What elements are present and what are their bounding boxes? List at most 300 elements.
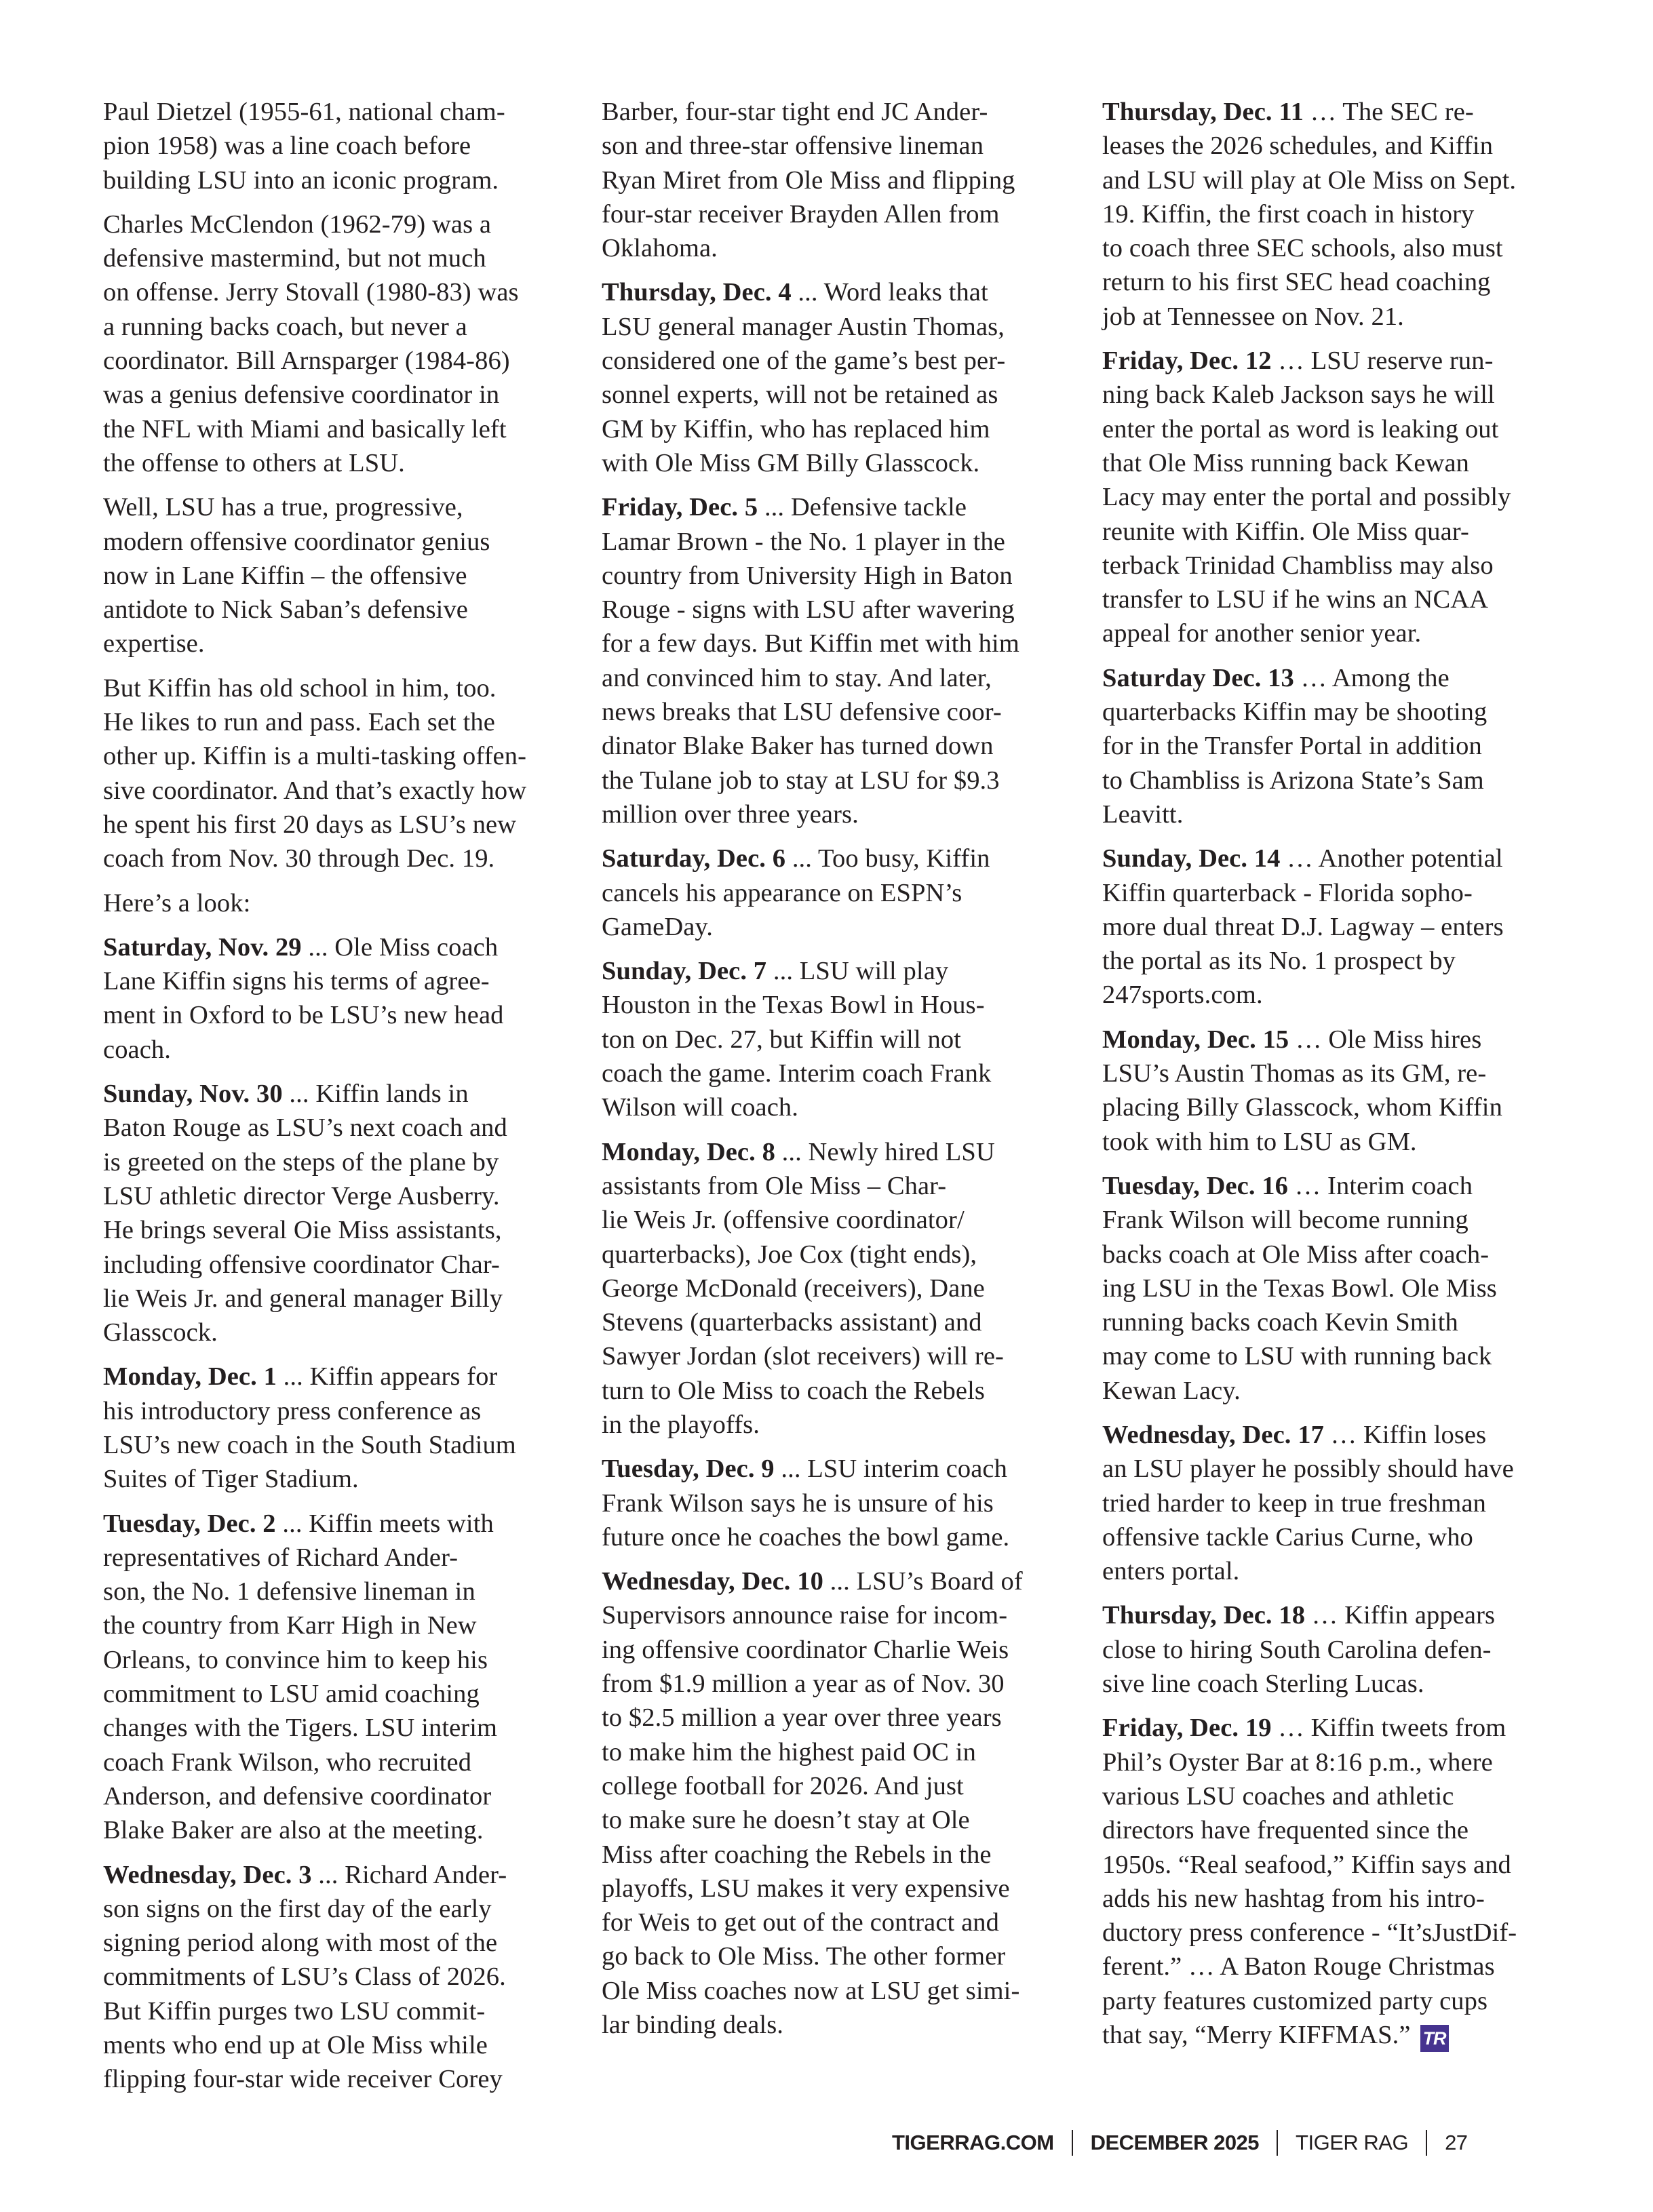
text-line xyxy=(1102,1711,1563,1745)
page-footer xyxy=(892,2128,1468,2158)
line-text: Wilson will coach. xyxy=(602,1093,799,1122)
line-text: GM by Kiffin, who has replaced him xyxy=(602,414,990,443)
line-text: for a few days. But Kiffin met with him xyxy=(602,629,1019,658)
line-text: commitments of LSU’s Class of 2026. xyxy=(103,1962,506,1992)
text-line xyxy=(103,998,564,1032)
line-text: now in Lane Kiffin – the offensive xyxy=(103,561,467,590)
text-line xyxy=(602,490,1063,524)
article-column-1 xyxy=(103,95,564,2107)
line-text: in the playoffs. xyxy=(602,1410,760,1439)
text-line xyxy=(602,593,1063,627)
text-line xyxy=(602,1939,1063,1973)
text-line xyxy=(602,1339,1063,1373)
line-text: Paul Dietzel (1955-61, national cham- xyxy=(103,98,505,126)
entry-date: Wednesday, Dec. 17 xyxy=(1102,1420,1324,1449)
line-text: But Kiffin has old school in him, too. xyxy=(103,673,497,703)
entry-date: Monday, Dec. 8 xyxy=(602,1137,775,1166)
line-text: ... Too busy, Kiffin xyxy=(785,844,990,873)
line-text: an LSU player he possibly should have xyxy=(1102,1455,1514,1484)
line-text: Anderson, and defensive coordinator xyxy=(103,1781,492,1811)
line-text: coordinator. Bill Arnsparger (1984-86) xyxy=(103,347,510,376)
text-line xyxy=(1102,1023,1563,1056)
text-line xyxy=(602,988,1063,1022)
text-line xyxy=(103,1033,564,1067)
text-line xyxy=(103,1428,564,1462)
text-line xyxy=(1102,1667,1563,1701)
line-text: including offensive coordinator Char- xyxy=(103,1250,500,1279)
line-text: offensive tackle Carius Curne, who xyxy=(1102,1522,1473,1552)
text-line xyxy=(103,1507,564,1541)
text-line xyxy=(1102,616,1563,650)
line-text: ning back Kaleb Jackson says he will xyxy=(1102,380,1495,410)
text-line xyxy=(602,1408,1063,1442)
line-text: to coach three SEC schools, also must xyxy=(1102,234,1503,263)
text-line xyxy=(103,163,564,197)
text-line xyxy=(602,695,1063,729)
line-text: that Ole Miss running back Kewan xyxy=(1102,448,1470,477)
line-text: … Among the xyxy=(1294,663,1450,692)
line-text: Sawyer Jordan (slot receivers) will re- xyxy=(602,1342,1004,1371)
line-text: took with him to LSU as GM. xyxy=(1102,1127,1417,1156)
entry-date: Thursday, Dec. 18 xyxy=(1102,1601,1306,1630)
line-text: 19. Kiffin, the first coach in history xyxy=(1102,199,1475,229)
line-text: ... LSU’s Board of xyxy=(823,1567,1023,1596)
line-text: terback Trinidad Chambliss may also xyxy=(1102,551,1494,580)
article-column-2 xyxy=(602,95,1063,2052)
text-line xyxy=(602,197,1063,231)
line-text: turn to Ole Miss to coach the Rebels xyxy=(602,1376,985,1405)
line-text: running backs coach Kevin Smith xyxy=(1102,1308,1458,1337)
text-line xyxy=(103,1813,564,1847)
text-line xyxy=(103,1077,564,1111)
entry-date: Sunday, Nov. 30 xyxy=(103,1080,283,1109)
line-text: ... Word leaks that xyxy=(791,278,988,307)
text-line xyxy=(1102,231,1563,265)
text-line xyxy=(103,1608,564,1642)
timeline-entry xyxy=(602,275,1063,480)
text-line xyxy=(1102,129,1563,163)
line-text: country from University High in Baton xyxy=(602,561,1013,590)
line-text: coach the game. Interim coach Frank xyxy=(602,1059,992,1088)
line-text: that say, “Merry KIFFMAS.” xyxy=(1102,2021,1411,2050)
line-text: he spent his first 20 days as LSU’s new xyxy=(103,810,517,839)
article-column-3 xyxy=(1102,95,1563,2062)
line-text: … Kiffin loses xyxy=(1323,1420,1487,1449)
text-line xyxy=(602,1238,1063,1271)
text-line xyxy=(1102,1339,1563,1373)
timeline-entry xyxy=(1102,1169,1563,1408)
timeline-entry xyxy=(1102,344,1563,651)
line-text: lie Weis Jr. (offensive coordinator/ xyxy=(602,1206,965,1235)
text-line xyxy=(602,2008,1063,2042)
line-text: son and three-star offensive lineman xyxy=(602,132,984,161)
line-text: GameDay. xyxy=(602,912,713,941)
text-line xyxy=(602,627,1063,660)
text-line xyxy=(103,1960,564,1994)
text-line xyxy=(103,627,564,660)
entry-date: Friday, Dec. 19 xyxy=(1102,1714,1272,1743)
line-text: ing offensive coordinator Charlie Weis xyxy=(602,1635,1009,1664)
text-line xyxy=(602,1803,1063,1837)
line-text: LSU athletic director Verge Ausberry. xyxy=(103,1181,500,1210)
footer-publication-name: TIGER RAG xyxy=(1296,2131,1409,2154)
text-line xyxy=(602,1023,1063,1056)
text-line xyxy=(1102,2018,1563,2052)
line-text: … LSU reserve run- xyxy=(1271,347,1494,376)
text-line xyxy=(1102,1056,1563,1090)
text-line xyxy=(602,129,1063,163)
line-text: quarterbacks), Joe Cox (tight ends), xyxy=(602,1240,977,1269)
text-line xyxy=(602,1271,1063,1305)
line-text: ... Defensive tackle xyxy=(758,493,967,522)
line-text: 247sports.com. xyxy=(1102,981,1263,1010)
text-line xyxy=(602,797,1063,831)
line-text: representatives of Richard Ander- xyxy=(103,1543,459,1572)
entry-date: Tuesday, Dec. 16 xyxy=(1102,1171,1288,1200)
line-text: coach Frank Wilson, who recruited xyxy=(103,1747,472,1777)
text-line xyxy=(103,241,564,275)
line-text: and convinced him to stay. And later, xyxy=(602,663,992,692)
line-text: million over three years. xyxy=(602,799,859,829)
text-line xyxy=(602,1564,1063,1598)
text-line xyxy=(602,1598,1063,1632)
line-text: Miss after coaching the Rebels in the xyxy=(602,1840,992,1869)
line-text: future once he coaches the bowl game. xyxy=(602,1522,1010,1552)
text-line xyxy=(1102,695,1563,729)
article-paragraph xyxy=(103,208,564,480)
timeline-entry xyxy=(1102,842,1563,1012)
text-line xyxy=(103,525,564,559)
text-line xyxy=(103,2062,564,2096)
line-text: to Chambliss is Arizona State’s Sam xyxy=(1102,766,1484,795)
text-line xyxy=(1102,95,1563,129)
text-line xyxy=(103,446,564,480)
line-text: Glasscock. xyxy=(103,1318,218,1347)
line-text: Supervisors announce raise for incom- xyxy=(602,1601,1008,1630)
timeline-entry xyxy=(602,490,1063,831)
text-line xyxy=(103,559,564,593)
line-text: job at Tennessee on Nov. 21. xyxy=(1102,302,1404,331)
line-text: defensive mastermind, but not much xyxy=(103,244,486,273)
article-paragraph xyxy=(103,95,564,197)
text-line xyxy=(103,1745,564,1779)
text-line xyxy=(103,593,564,627)
line-text: go back to Ole Miss. The other former xyxy=(602,1942,1006,1971)
text-line xyxy=(103,1541,564,1575)
text-line xyxy=(602,1769,1063,1803)
text-line xyxy=(103,1892,564,1926)
text-line xyxy=(602,842,1063,875)
text-line xyxy=(103,1462,564,1496)
text-line xyxy=(103,739,564,773)
footer-issue-date: DECEMBER 2025 xyxy=(1090,2131,1260,2154)
line-text: Frank Wilson says he is unsure of his xyxy=(602,1488,994,1518)
line-text: Ole Miss coaches now at LSU get simi- xyxy=(602,1976,1020,2005)
line-text: four-star receiver Brayden Allen from xyxy=(602,199,1000,229)
line-text: changes with the Tigers. LSU interim xyxy=(103,1714,498,1743)
text-line xyxy=(602,344,1063,378)
line-text: … Kiffin tweets from xyxy=(1271,1714,1506,1743)
text-line xyxy=(1102,797,1563,831)
line-text: Lane Kiffin signs his terms of agree- xyxy=(103,967,490,996)
line-text: placing Billy Glasscock, whom Kiffin xyxy=(1102,1093,1502,1122)
line-text: playoffs, LSU makes it very expensive xyxy=(602,1874,1010,1903)
line-text: … Interim coach xyxy=(1288,1171,1473,1200)
text-line xyxy=(103,1677,564,1711)
line-text: other up. Kiffin is a multi-tasking offen- xyxy=(103,742,527,771)
text-line xyxy=(103,310,564,344)
line-text: ing LSU in the Texas Bowl. Ole Miss xyxy=(1102,1273,1497,1303)
line-text: sive coordinator. And that’s exactly how xyxy=(103,776,527,805)
text-line xyxy=(1102,1203,1563,1237)
timeline-entry xyxy=(1102,1711,1563,2052)
line-text: the portal as its No. 1 prospect by xyxy=(1102,947,1456,976)
line-text: ment in Oxford to be LSU’s new head xyxy=(103,1001,504,1030)
text-line xyxy=(602,1735,1063,1769)
line-text: son, the No. 1 defensive lineman in xyxy=(103,1577,475,1606)
entry-date: Sunday, Dec. 14 xyxy=(1102,844,1281,873)
line-text: to make sure he doesn’t stay at Ole xyxy=(602,1806,970,1835)
text-line xyxy=(1102,1598,1563,1632)
line-text: LSU’s Austin Thomas as its GM, re- xyxy=(1102,1059,1487,1088)
line-text: LSU’s new coach in the South Stadium xyxy=(103,1430,516,1459)
text-line xyxy=(1102,480,1563,514)
text-line xyxy=(1102,729,1563,763)
line-text: the NFL with Miami and basically left xyxy=(103,414,507,443)
line-text: for Weis to get out of the contract and xyxy=(602,1908,999,1937)
text-line xyxy=(602,1520,1063,1554)
text-line xyxy=(1102,582,1563,616)
timeline-entry xyxy=(1102,1598,1563,1701)
text-line xyxy=(602,1974,1063,2008)
line-text: the offense to others at LSU. xyxy=(103,448,405,477)
line-text: pion 1958) was a line coach before xyxy=(103,132,471,161)
timeline-entry xyxy=(103,1507,564,1848)
text-line xyxy=(103,930,564,964)
timeline-entry xyxy=(602,842,1063,944)
line-text: Stevens (quarterbacks assistant) and xyxy=(602,1308,982,1337)
line-text: sonnel experts, will not be retained as xyxy=(602,380,998,410)
text-line xyxy=(1102,842,1563,875)
text-line xyxy=(103,412,564,446)
line-text: is greeted on the steps of the plane by xyxy=(103,1147,499,1177)
line-text: lar binding deals. xyxy=(602,2011,784,2040)
line-text: Kewan Lacy. xyxy=(1102,1376,1241,1405)
line-text: Frank Wilson will become running xyxy=(1102,1206,1469,1235)
line-text: directors have frequented since the xyxy=(1102,1816,1469,1845)
text-line xyxy=(1102,1486,1563,1520)
text-line xyxy=(103,378,564,412)
line-text: close to hiring South Carolina defen- xyxy=(1102,1635,1492,1664)
line-text: Barber, four-star tight end JC Ander- xyxy=(602,98,988,126)
text-line xyxy=(103,671,564,705)
text-line xyxy=(602,1633,1063,1667)
entry-date: Saturday Dec. 13 xyxy=(1102,663,1294,692)
text-line xyxy=(1102,1271,1563,1305)
text-line xyxy=(103,490,564,524)
text-line xyxy=(103,1111,564,1145)
line-text: and LSU will play at Ole Miss on Sept. xyxy=(1102,165,1517,195)
text-line xyxy=(1102,1848,1563,1882)
entry-date: Wednesday, Dec. 10 xyxy=(602,1567,823,1596)
text-line xyxy=(1102,661,1563,695)
text-line xyxy=(1102,412,1563,446)
text-line xyxy=(103,1248,564,1282)
line-text: dinator Blake Baker has turned down xyxy=(602,732,994,761)
line-text: adds his new hashtag from his intro- xyxy=(1102,1884,1485,1913)
text-line xyxy=(1102,978,1563,1012)
text-line xyxy=(602,378,1063,412)
text-line xyxy=(602,1872,1063,1905)
text-line xyxy=(103,1179,564,1213)
line-text: ton on Dec. 27, but Kiffin will not xyxy=(602,1025,961,1054)
line-text: Kiffin quarterback - Florida sopho- xyxy=(1102,878,1473,907)
line-text: modern offensive coordinator genius xyxy=(103,527,490,556)
text-line xyxy=(1102,1984,1563,2018)
line-text: appeal for another senior year. xyxy=(1102,619,1422,648)
text-line xyxy=(1102,163,1563,197)
text-line xyxy=(1102,300,1563,334)
line-text: lie Weis Jr. and general manager Billy xyxy=(103,1284,503,1313)
line-text: ... Newly hired LSU xyxy=(775,1137,995,1166)
text-line xyxy=(602,661,1063,695)
text-line xyxy=(602,525,1063,559)
text-line xyxy=(103,842,564,875)
footer-divider xyxy=(1072,2130,1073,2156)
line-text: transfer to LSU if he wins an NCAA xyxy=(1102,585,1489,614)
text-line xyxy=(1102,1305,1563,1339)
text-line xyxy=(602,446,1063,480)
text-line xyxy=(103,1360,564,1394)
article-paragraph xyxy=(103,671,564,876)
line-text: ... LSU will play xyxy=(766,957,949,986)
line-text: cancels his appearance on ESPN’s xyxy=(602,878,962,907)
text-line xyxy=(103,1145,564,1179)
line-text: backs coach at Ole Miss after coach- xyxy=(1102,1240,1490,1269)
text-line xyxy=(1102,1090,1563,1124)
text-line xyxy=(1102,910,1563,944)
text-line xyxy=(602,1090,1063,1124)
text-line xyxy=(602,231,1063,265)
timeline-entry xyxy=(103,930,564,1067)
text-line xyxy=(103,705,564,739)
entry-date: Saturday, Nov. 29 xyxy=(103,932,302,962)
text-line xyxy=(103,2028,564,2062)
timeline-entry xyxy=(602,1452,1063,1554)
entry-date: Thursday, Dec. 4 xyxy=(602,278,792,307)
footer-website: TIGERRAG.COM xyxy=(892,2131,1054,2154)
line-text: to $2.5 million a year over three years xyxy=(602,1703,1002,1733)
line-text: assistants from Ole Miss – Char- xyxy=(602,1171,947,1200)
line-text: coach from Nov. 30 through Dec. 19. xyxy=(103,844,495,873)
text-line xyxy=(103,1213,564,1247)
text-line xyxy=(103,208,564,241)
line-text: with Ole Miss GM Billy Glasscock. xyxy=(602,448,980,477)
line-text: various LSU coaches and athletic xyxy=(1102,1781,1454,1811)
line-text: ... Richard Ander- xyxy=(311,1860,507,1889)
line-text: leases the 2026 schedules, and Kiffin xyxy=(1102,132,1494,161)
text-line xyxy=(1102,265,1563,299)
text-line xyxy=(1102,1916,1563,1950)
line-text: … The SEC re- xyxy=(1303,98,1474,126)
text-line xyxy=(1102,1554,1563,1588)
entry-date: Monday, Dec. 1 xyxy=(103,1362,277,1391)
text-line xyxy=(1102,378,1563,412)
line-text: ... Kiffin appears for xyxy=(276,1362,498,1391)
line-text: Well, LSU has a true, progressive, xyxy=(103,493,463,522)
text-line xyxy=(1102,1813,1563,1847)
text-line xyxy=(103,1316,564,1349)
text-line xyxy=(103,1394,564,1428)
text-line xyxy=(103,1858,564,1892)
line-text: may come to LSU with running back xyxy=(1102,1342,1492,1371)
text-line xyxy=(103,129,564,163)
line-text: Baton Rouge as LSU’s next coach and xyxy=(103,1113,507,1143)
text-line xyxy=(602,275,1063,309)
entry-date: Wednesday, Dec. 3 xyxy=(103,1860,312,1889)
line-text: Oklahoma. xyxy=(602,234,718,263)
text-line xyxy=(1102,1125,1563,1159)
line-text: the Tulane job to stay at LSU for $9.3 xyxy=(602,766,1000,795)
text-line xyxy=(103,774,564,808)
line-text: Orleans, to convince him to keep his xyxy=(103,1645,488,1674)
text-line xyxy=(602,1701,1063,1735)
text-line xyxy=(602,559,1063,593)
article-paragraph xyxy=(103,490,564,660)
entry-date: Tuesday, Dec. 2 xyxy=(103,1509,276,1538)
timeline-entry xyxy=(1102,1023,1563,1159)
line-text: antidote to Nick Saban’s defensive xyxy=(103,595,468,625)
line-text: Leavitt. xyxy=(1102,799,1184,829)
text-line xyxy=(103,1575,564,1608)
line-text: Ryan Miret from Ole Miss and flipping xyxy=(602,165,1015,195)
text-line xyxy=(602,1169,1063,1203)
line-text: enter the portal as word is leaking out xyxy=(1102,414,1499,443)
line-text: George McDonald (receivers), Dane xyxy=(602,1273,985,1303)
text-line xyxy=(602,412,1063,446)
line-text: more dual threat D.J. Lagway – enters xyxy=(1102,912,1504,941)
text-line xyxy=(1102,549,1563,582)
text-line xyxy=(103,1711,564,1745)
line-text: flipping four-star wide receiver Corey xyxy=(103,2065,503,2094)
line-text: Charles McClendon (1962-79) was a xyxy=(103,210,492,239)
text-line xyxy=(103,1994,564,2028)
timeline-entry xyxy=(1102,661,1563,831)
text-line xyxy=(602,1905,1063,1939)
line-text: party features customized party cups xyxy=(1102,1986,1488,2015)
line-text: quarterbacks Kiffin may be shooting xyxy=(1102,698,1487,727)
text-line xyxy=(103,344,564,378)
line-text: coach. xyxy=(103,1035,171,1064)
text-line xyxy=(1102,1238,1563,1271)
text-line xyxy=(602,1667,1063,1701)
line-text: son signs on the first day of the early xyxy=(103,1894,492,1923)
line-text: Houston in the Texas Bowl in Hous- xyxy=(602,991,985,1020)
entry-date: Tuesday, Dec. 9 xyxy=(602,1455,775,1484)
text-line xyxy=(602,1135,1063,1169)
text-line xyxy=(602,1452,1063,1486)
entry-date: Monday, Dec. 15 xyxy=(1102,1025,1289,1054)
line-text: Suites of Tiger Stadium. xyxy=(103,1465,359,1494)
line-text: He likes to run and pass. Each set the xyxy=(103,708,495,737)
line-text: enters portal. xyxy=(1102,1557,1240,1586)
line-text: Blake Baker are also at the meeting. xyxy=(103,1816,484,1845)
text-line xyxy=(602,1374,1063,1408)
text-line xyxy=(602,1486,1063,1520)
line-text: college football for 2026. And just xyxy=(602,1771,964,1800)
timeline-entry xyxy=(1102,95,1563,334)
text-line xyxy=(103,95,564,129)
